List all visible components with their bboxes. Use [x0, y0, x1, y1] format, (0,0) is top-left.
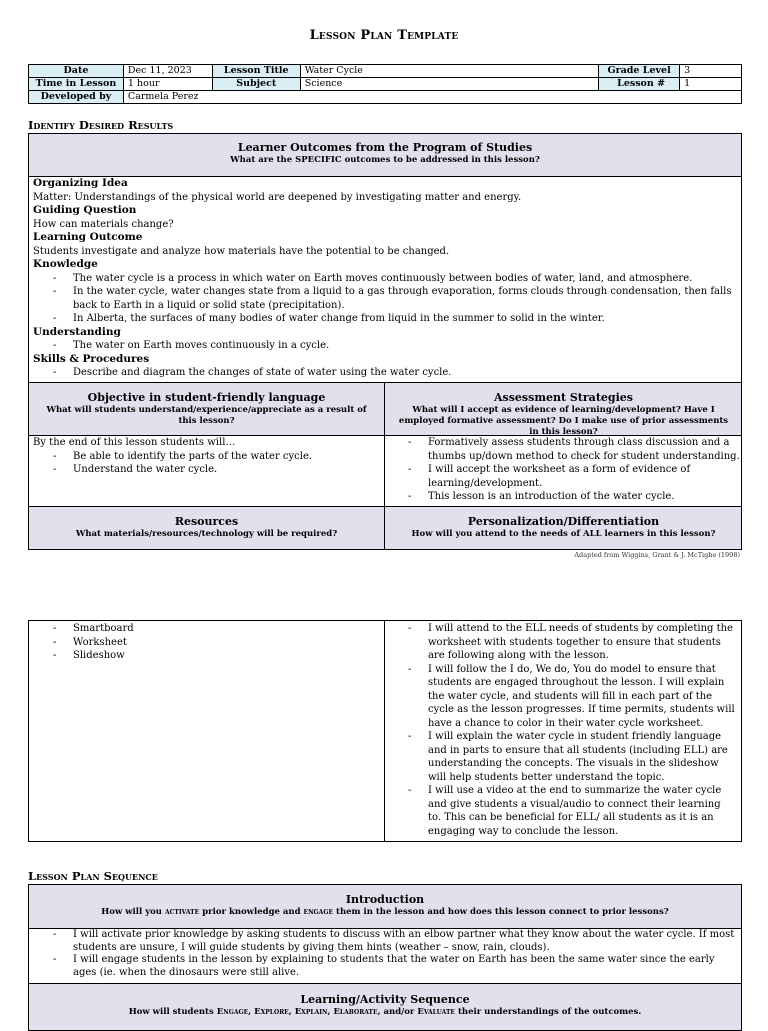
- activity-subtitle: How will students Engage, Explore, Explain, Elaborate, and/or Evaluate their understandings of the outcomes.: [128, 1007, 642, 1017]
- list-item: - In Alberta, the surfaces of many bodies of water change from liquid in the summer to solid in the winter.: [33, 312, 737, 326]
- resources-personalization-body: [28, 620, 742, 842]
- outcomes-subtitle: What are the SPECIFIC outcomes to be addressed in this lesson?: [230, 155, 540, 165]
- personalization-header: [385, 515, 742, 540]
- list-item: - I will engage students in the lesson by explaining to students that the water on Earth has been the same water since the early ages (ie. when the dinosaurs were still alive.: [33, 954, 735, 979]
- outcomes-header: [28, 133, 742, 177]
- lesson-title-label: Lesson Title: [212, 65, 300, 78]
- sequence-heading: Lesson Plan Sequence: [28, 869, 158, 883]
- list-item: - Be able to identify the parts of the water cycle.: [33, 450, 381, 464]
- date-label: Date: [29, 65, 124, 78]
- objective-assessment-header: [28, 382, 742, 436]
- personalization-subtitle: How will you attend to the needs of ALL learners in this lesson?: [411, 529, 716, 539]
- list-item: - Slideshow: [33, 649, 381, 663]
- personalization-title: Personalization/Differentiation: [467, 515, 660, 528]
- assessment-list: [388, 436, 740, 504]
- personalization-body: [388, 622, 736, 838]
- time-value: 1 hour: [123, 78, 212, 91]
- learning-outcome-text: Students investigate and analyze how materials have the potential to be changed.: [33, 245, 450, 257]
- organizing-idea-label: Organizing Idea: [33, 177, 128, 189]
- list-item: - The water on Earth moves continuously in a cycle.: [33, 339, 737, 353]
- assessment-body: [388, 436, 740, 504]
- skills-list: [33, 366, 737, 380]
- knowledge-list: [33, 272, 737, 326]
- learning-outcome-label: Learning Outcome: [33, 231, 143, 243]
- guiding-question-label: Guiding Question: [33, 204, 137, 216]
- list-item: - Formatively assess students through class discussion and a thumbs up/down method to check for student understanding.: [388, 436, 740, 463]
- list-item: - I will use a video at the end to summarize the water cycle and give students a visual/audio to connect their learning to. This can be beneficial for ELL/ all students as it is an engaging way to conclude the lesson.: [388, 784, 736, 838]
- developed-by-label: Developed by: [29, 91, 124, 104]
- identify-heading: Identify Desired Results: [28, 118, 174, 132]
- lesson-number-value: 1: [680, 78, 742, 91]
- understanding-list: [33, 339, 737, 353]
- list-item: - The water cycle is a process in which water on Earth moves continuously between bodies of water, land, and atmosphere.: [33, 272, 737, 286]
- resources-personalization-header: [28, 506, 742, 550]
- understanding-label: Understanding: [33, 325, 121, 338]
- grade-level-value: 3: [680, 65, 742, 78]
- time-label: Time in Lesson: [29, 78, 124, 91]
- activity-title: Learning/Activity Sequence: [300, 993, 470, 1006]
- outcomes-title: Learner Outcomes from the Program of Studies: [237, 141, 533, 154]
- list-item: - Worksheet: [33, 636, 381, 650]
- list-item: - Smartboard: [33, 622, 381, 636]
- page-title: Lesson Plan Template: [309, 28, 459, 43]
- resources-body: [33, 622, 381, 663]
- resources-title: Resources: [174, 515, 239, 528]
- list-item: - This lesson is an introduction of the water cycle.: [388, 490, 740, 504]
- source-footnote: Adapted from Wiggins, Grant & J. McTighe (1998): [574, 551, 740, 559]
- objective-list: [33, 450, 381, 477]
- list-item: - I will explain the water cycle in student friendly language and in parts to ensure that all students (including ELL) are understanding the concepts. The visuals in the slideshow will help students better understand the topic.: [388, 730, 736, 784]
- developed-by-value: Carmela Perez: [123, 91, 741, 104]
- list-item: - I will follow the I do, We do, You do model to ensure that students are engaged throughout the lesson. I will explain the water cycle, and students will fill in each part of the cycle as the lesson progresses. If time permits, students will have a chance to color in their water cycle worksheet.: [388, 663, 736, 731]
- introduction-body: [28, 928, 742, 984]
- grade-level-label: Grade Level: [599, 65, 680, 78]
- list-item: - I will accept the worksheet as a form of evidence of learning/development.: [388, 463, 740, 490]
- objective-header: [29, 391, 384, 427]
- resources-header: [29, 515, 384, 540]
- list-item: - Understand the water cycle.: [33, 463, 381, 477]
- introduction-title: Introduction: [345, 893, 425, 906]
- date-value: Dec 11, 2023: [123, 65, 212, 78]
- introduction-subtitle: How will you activate prior knowledge and engage them in the lesson and how does this lesson connect to prior lessons?: [101, 907, 669, 917]
- list-item: - I will activate prior knowledge by asking students to discuss with an elbow partner what they know about the water cycle. If most students are unsure, I will guide students by giving them hints (weather – snow, rain, clouds).: [33, 929, 735, 954]
- resources-list: [33, 622, 381, 663]
- personalization-list: [388, 622, 736, 838]
- lesson-info-table: [28, 64, 742, 104]
- objective-assessment-body: [28, 435, 742, 507]
- assessment-title: Assessment Strategies: [494, 391, 633, 404]
- lesson-title-value: Water Cycle: [300, 65, 598, 78]
- objective-title: Objective in student-friendly language: [87, 391, 326, 404]
- subject-label: Subject: [212, 78, 300, 91]
- introduction-list: [33, 929, 735, 979]
- organizing-idea-text: Matter: Understandings of the physical world are deepened by investigating matter and energy.: [33, 191, 522, 203]
- outcomes-body: [28, 176, 742, 383]
- list-item: - In the water cycle, water changes state from a liquid to a gas through evaporation, forms clouds through condensation, then falls back to Earth in a liquid or solid state (precipitation).: [33, 285, 737, 312]
- objective-subtitle: What will students understand/experience/appreciate as a result of this lesson?: [46, 405, 367, 426]
- knowledge-label: Knowledge: [33, 258, 98, 270]
- introduction-header: [28, 884, 742, 929]
- objective-intro: By the end of this lesson students will…: [33, 437, 236, 448]
- list-item: - I will attend to the ELL needs of students by completing the worksheet with students together to ensure that students are following along with the lesson.: [388, 622, 736, 663]
- skills-label: Skills & Procedures: [33, 352, 150, 365]
- assessment-header: [385, 391, 742, 438]
- subject-value: Science: [300, 78, 598, 91]
- objective-body: [33, 436, 381, 477]
- resources-subtitle: What materials/resources/technology will be required?: [75, 529, 338, 539]
- lesson-number-label: Lesson #: [599, 78, 680, 91]
- guiding-question-text: How can materials change?: [33, 218, 174, 230]
- list-item: - Describe and diagram the changes of state of water using the water cycle.: [33, 366, 737, 380]
- assessment-subtitle: What will I accept as evidence of learning/development? Have I employed formative assessment? Do I make use of prior assessments in this lesson?: [398, 405, 729, 437]
